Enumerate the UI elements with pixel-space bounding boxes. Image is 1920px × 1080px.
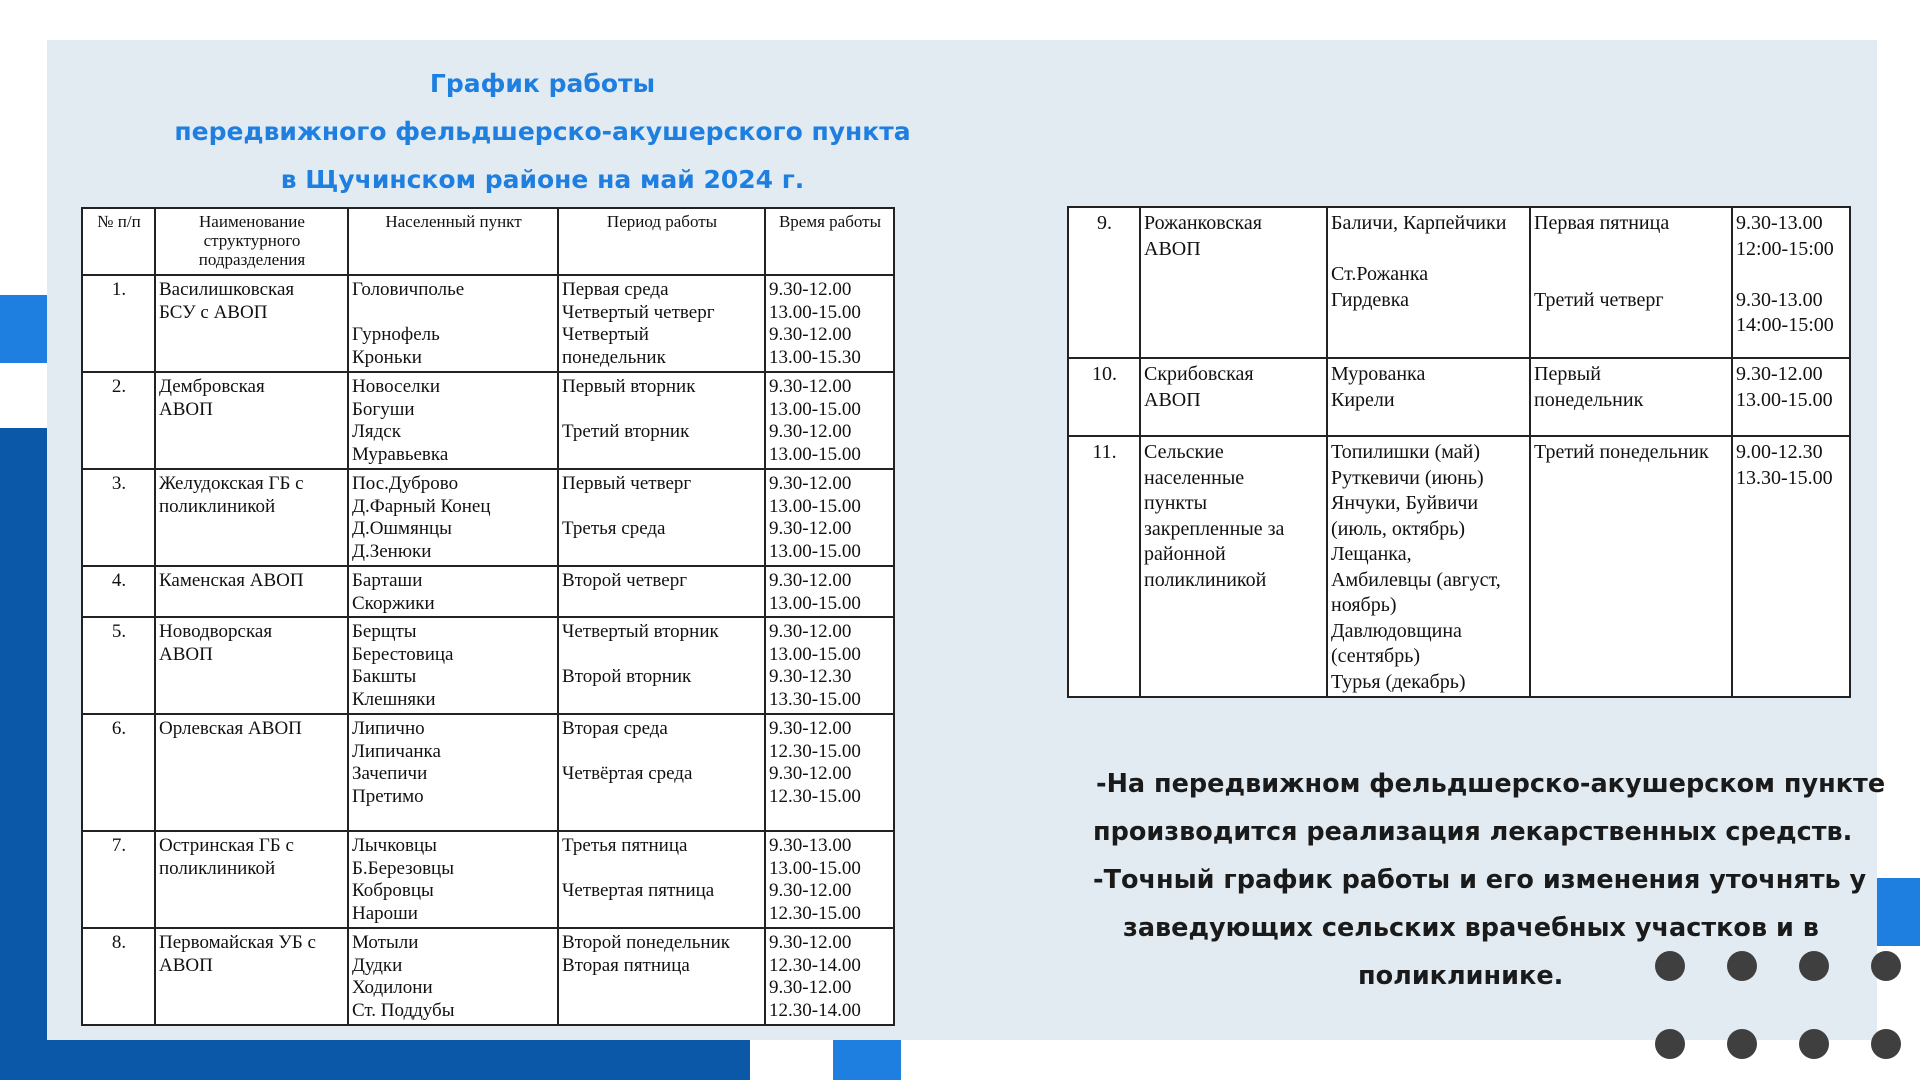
cell-line: Барташи xyxy=(352,570,423,591)
table-row xyxy=(1068,358,1850,436)
cell-line: Четвертый четверг xyxy=(562,301,715,323)
row-unit xyxy=(155,928,348,1025)
cell-line: 9.30-12.30 xyxy=(769,666,852,688)
title-line-2: передвижного фельдшерско-акушерского пункта xyxy=(174,117,911,146)
row-unit xyxy=(155,469,348,566)
deco-dot xyxy=(1655,951,1685,981)
cell-line: 9.30-12.00 xyxy=(769,324,852,346)
row-times xyxy=(765,469,894,566)
cell-line: 13.30-15.00 xyxy=(769,689,861,711)
cell-line: Богуши xyxy=(352,398,415,420)
cell-line: Сельские xyxy=(1144,441,1224,463)
cell-line: 12.30-15.00 xyxy=(769,786,861,808)
row-times xyxy=(1732,436,1850,697)
cell-line: 9.30-12.00 xyxy=(769,718,852,739)
cell-line: 13.00-15.00 xyxy=(769,301,861,323)
row-times xyxy=(765,275,894,372)
cell-line: 12.30-14.00 xyxy=(769,954,861,976)
table-row xyxy=(82,372,894,469)
deco-dark-blue-bottom-band xyxy=(0,1035,750,1080)
table-row xyxy=(82,566,894,617)
cell-line: 9.30-12.00 xyxy=(769,279,852,300)
cell-line: Второй вторник xyxy=(562,666,692,688)
cell-line: Орлевская АВОП xyxy=(159,718,302,739)
cell-line: Второй четверг xyxy=(562,570,688,591)
row-number: 10. xyxy=(1068,358,1140,436)
cell-line: Лычковцы xyxy=(352,835,437,856)
row-unit xyxy=(1140,358,1327,436)
cell-line: 13.00-15.00 xyxy=(1736,388,1833,411)
row-periods xyxy=(558,372,765,469)
deco-dot xyxy=(1799,951,1829,981)
deco-blue-left-tab xyxy=(0,295,47,363)
row-number: 5. xyxy=(82,617,155,714)
cell-line: Второй понедельник xyxy=(562,932,730,953)
row-places xyxy=(348,566,558,617)
cell-line: Мотыли xyxy=(352,932,419,953)
note-line-4: заведующих сельских врачебных участков и в xyxy=(1123,913,1819,943)
cell-line: 13.00-15.00 xyxy=(769,541,861,563)
cell-line: 9.30-12.00 xyxy=(769,932,852,953)
row-places xyxy=(348,275,558,372)
row-number: 2. xyxy=(82,372,155,469)
row-number: 4. xyxy=(82,566,155,617)
cell-line: 9.30-13.00 xyxy=(1736,212,1823,234)
row-unit xyxy=(155,566,348,617)
row-periods xyxy=(558,928,765,1025)
cell-line: Кирели xyxy=(1331,388,1395,411)
cell-line: 9.30-12.00 xyxy=(769,473,852,494)
cell-line: Первый четверг xyxy=(562,473,692,494)
row-places xyxy=(348,372,558,469)
cell-line: поликлиникой xyxy=(159,857,276,879)
row-periods xyxy=(558,617,765,714)
cell-line: Клешняки xyxy=(352,689,436,711)
cell-line: поликлиникой xyxy=(1144,568,1267,591)
cell-line: 12.30-14.00 xyxy=(769,1000,861,1022)
cell-line: 13.00-15.00 xyxy=(769,398,861,420)
cell-line: Дудки xyxy=(352,954,403,976)
cell-line: Каменская АВОП xyxy=(159,570,304,591)
cell-line: ноябрь) xyxy=(1331,594,1397,616)
row-unit xyxy=(1140,436,1327,697)
row-unit xyxy=(155,275,348,372)
row-places xyxy=(348,831,558,928)
cell-line: Пос.Дуброво xyxy=(352,473,459,494)
cell-line: Скрибовская xyxy=(1144,363,1254,385)
deco-dot xyxy=(1871,1029,1901,1059)
header-period: Период работы xyxy=(558,208,765,275)
row-places xyxy=(1327,207,1530,358)
cell-line: населенные xyxy=(1144,466,1245,489)
header-place: Населенный пункт xyxy=(348,208,558,275)
cell-line: Турья (декабрь) xyxy=(1331,670,1466,693)
deco-dark-blue-left-band xyxy=(0,428,47,1080)
cell-line: 13.00-15.00 xyxy=(769,444,861,466)
cell-line: 13.00-15.00 xyxy=(769,592,861,614)
cell-line: Рожанковская xyxy=(1144,212,1262,234)
cell-line: Третий понедельник xyxy=(1534,441,1709,463)
cell-line: 9.30-12.00 xyxy=(769,763,852,785)
cell-line: 9.30-12.00 xyxy=(1736,363,1823,385)
row-times xyxy=(765,566,894,617)
cell-line: 9.30-12.00 xyxy=(769,977,852,999)
cell-line: Берестовица xyxy=(352,643,454,665)
note-line-3: -Точный график работы и его изменения уточнять у xyxy=(1093,865,1867,895)
row-number: 6. xyxy=(82,714,155,831)
cell-line: (сентябрь) xyxy=(1331,645,1420,667)
cell-line: Б.Березовцы xyxy=(352,857,454,879)
table-row xyxy=(82,617,894,714)
row-unit xyxy=(155,372,348,469)
note-line-5: поликлинике. xyxy=(1358,961,1564,991)
cell-line: Василишковская xyxy=(159,279,295,300)
cell-line: Липичанка xyxy=(352,740,441,762)
row-periods xyxy=(558,714,765,831)
row-times xyxy=(765,831,894,928)
row-number: 9. xyxy=(1068,207,1140,358)
cell-line: Липично xyxy=(352,718,425,739)
cell-line: Вторая пятница xyxy=(562,954,690,976)
deco-dot xyxy=(1727,951,1757,981)
table-row xyxy=(82,831,894,928)
row-times xyxy=(765,617,894,714)
cell-line: 13.00-15.30 xyxy=(769,347,861,369)
cell-line: 14:00-15:00 xyxy=(1736,314,1834,336)
cell-line: Первомайская УБ с xyxy=(159,932,316,953)
cell-line: Кобровцы xyxy=(352,880,434,902)
schedule-table-continued xyxy=(1067,206,1851,698)
cell-line: АВОП xyxy=(1144,388,1201,411)
cell-line: Вторая среда xyxy=(562,718,668,739)
cell-line: 9.30-12.00 xyxy=(769,376,852,397)
cell-line: Янчуки, Буйвичи xyxy=(1331,492,1479,514)
deco-dot xyxy=(1871,951,1901,981)
cell-line: Бакшты xyxy=(352,666,417,688)
cell-line: 12.30-15.00 xyxy=(769,740,861,762)
row-number: 7. xyxy=(82,831,155,928)
cell-line: Муравьевка xyxy=(352,444,449,466)
cell-line: Новоселки xyxy=(352,376,441,397)
row-periods xyxy=(558,275,765,372)
row-times xyxy=(765,928,894,1025)
deco-dot xyxy=(1727,1029,1757,1059)
cell-line: АВОП xyxy=(159,398,213,420)
row-number: 1. xyxy=(82,275,155,372)
row-periods xyxy=(558,469,765,566)
schedule-table-left xyxy=(81,207,895,1026)
cell-line: Четвёртая среда xyxy=(562,763,693,785)
row-times xyxy=(765,714,894,831)
cell-line: 9.30-12.00 xyxy=(769,880,852,902)
schedule-table xyxy=(81,207,895,1026)
table-row xyxy=(1068,207,1850,358)
cell-line: Топилишки (май) xyxy=(1331,441,1481,463)
row-times xyxy=(765,372,894,469)
cell-line: Берщты xyxy=(352,621,417,642)
cell-line: Ст. Поддубы xyxy=(352,1000,455,1022)
row-periods xyxy=(558,566,765,617)
table-header-row xyxy=(82,208,894,275)
cell-line: (июль, октябрь) xyxy=(1331,517,1465,540)
cell-line: 9.30-12.00 xyxy=(769,621,852,642)
cell-line: 9.30-12.00 xyxy=(769,518,852,540)
cell-line: 12.30-15.00 xyxy=(769,903,861,925)
row-unit xyxy=(155,831,348,928)
note-line-1: -На передвижном фельдшерско-акушерском пункте xyxy=(1096,769,1886,799)
cell-line: 9.30-13.00 xyxy=(1736,288,1823,311)
table-row xyxy=(82,275,894,372)
cell-line: Остринская ГБ с xyxy=(159,835,294,856)
cell-line: Третья пятница xyxy=(562,835,688,856)
row-periods xyxy=(1530,207,1732,358)
cell-line: 9.30-12.00 xyxy=(769,421,852,443)
row-unit xyxy=(155,617,348,714)
cell-line: Д.Ошмянцы xyxy=(352,518,452,540)
cell-line: Гирдевка xyxy=(1331,288,1410,311)
table-row xyxy=(82,928,894,1025)
cell-line: 9.30-12.00 xyxy=(769,570,852,591)
cell-line: Желудокская ГБ с xyxy=(159,473,304,494)
schedule-table-right xyxy=(1067,206,1851,698)
row-places xyxy=(1327,436,1530,697)
cell-line: Гурнофель xyxy=(352,324,440,346)
deco-blue-right-tab xyxy=(1877,878,1920,946)
cell-line: Третий четверг xyxy=(1534,288,1664,311)
table-row xyxy=(1068,436,1850,697)
cell-line: Скоржики xyxy=(352,592,435,614)
cell-line: Давлюдовщина xyxy=(1331,619,1462,642)
cell-line: Ходилони xyxy=(352,977,433,999)
cell-line: Четвертая пятница xyxy=(562,880,715,902)
cell-line: Баличи, Карпейчики xyxy=(1331,212,1507,234)
cell-line: Нароши xyxy=(352,903,418,925)
cell-line: Третья среда xyxy=(562,518,666,540)
note-line-2: производится реализация лекарственных средств. xyxy=(1093,817,1853,847)
cell-line: поликлиникой xyxy=(159,495,276,517)
deco-dot xyxy=(1655,1029,1685,1059)
cell-line: АВОП xyxy=(1144,237,1201,260)
row-unit xyxy=(155,714,348,831)
cell-line: Руткевичи (июнь) xyxy=(1331,466,1484,489)
cell-line: Дембровская xyxy=(159,376,265,397)
table-row xyxy=(82,714,894,831)
cell-line: АВОП xyxy=(159,643,213,665)
title-line-3: в Щучинском районе на май 2024 г. xyxy=(280,165,805,194)
cell-line: районной xyxy=(1144,543,1226,565)
row-periods xyxy=(1530,436,1732,697)
row-places xyxy=(348,714,558,831)
row-unit xyxy=(1140,207,1327,358)
cell-line: 13.00-15.00 xyxy=(769,643,861,665)
cell-line: 12:00-15:00 xyxy=(1736,237,1834,260)
cell-line: Новодворская xyxy=(159,621,273,642)
row-places xyxy=(348,928,558,1025)
cell-line: Кроньки xyxy=(352,347,422,369)
cell-line: пункты xyxy=(1144,492,1208,514)
cell-line: АВОП xyxy=(159,954,213,976)
title-line-1: График работы xyxy=(429,69,656,98)
header-number: № п/п xyxy=(82,208,155,275)
row-periods xyxy=(558,831,765,928)
header-unit: Наименование структурного подразделения xyxy=(155,208,348,275)
cell-line: Первый вторник xyxy=(562,376,696,397)
cell-line: Д.Зенюки xyxy=(352,541,432,563)
cell-line: понедельник xyxy=(562,347,666,369)
deco-dot xyxy=(1799,1029,1829,1059)
cell-line: понедельник xyxy=(1534,388,1644,411)
cell-line: Четвертый вторник xyxy=(562,621,719,642)
cell-line: Мурованка xyxy=(1331,363,1426,385)
row-places xyxy=(348,469,558,566)
cell-line: 9.30-13.00 xyxy=(769,835,852,856)
cell-line: Головичполье xyxy=(352,279,465,300)
row-places xyxy=(1327,358,1530,436)
cell-line: БСУ с АВОП xyxy=(159,301,268,323)
cell-line: Первый xyxy=(1534,363,1601,385)
row-number: 8. xyxy=(82,928,155,1025)
page-title xyxy=(150,60,935,204)
row-times xyxy=(1732,358,1850,436)
cell-line: Ст.Рожанка xyxy=(1331,263,1429,285)
cell-line: Зачепичи xyxy=(352,763,428,785)
cell-line: 9.00-12.30 xyxy=(1736,441,1823,463)
deco-blue-bottom-square xyxy=(833,1040,901,1080)
cell-line: Четвертый xyxy=(562,324,649,346)
cell-line: 13.30-15.00 xyxy=(1736,466,1833,489)
cell-line: Амбилевцы (август, xyxy=(1331,568,1501,591)
row-places xyxy=(348,617,558,714)
cell-line: Лещанка, xyxy=(1331,543,1412,565)
cell-line: Д.Фарный Конец xyxy=(352,495,491,517)
row-periods xyxy=(1530,358,1732,436)
row-times xyxy=(1732,207,1850,358)
cell-line: 13.00-15.00 xyxy=(769,857,861,879)
cell-line: закрепленные за xyxy=(1144,517,1285,540)
cell-line: Первая пятница xyxy=(1534,212,1670,234)
row-number: 3. xyxy=(82,469,155,566)
cell-line: 13.00-15.00 xyxy=(769,495,861,517)
header-time: Время работы xyxy=(765,208,894,275)
cell-line: Лядск xyxy=(352,421,401,443)
table-row xyxy=(82,469,894,566)
cell-line: Третий вторник xyxy=(562,421,690,443)
cell-line: Первая среда xyxy=(562,279,669,300)
row-number: 11. xyxy=(1068,436,1140,697)
cell-line: Претимо xyxy=(352,786,424,808)
